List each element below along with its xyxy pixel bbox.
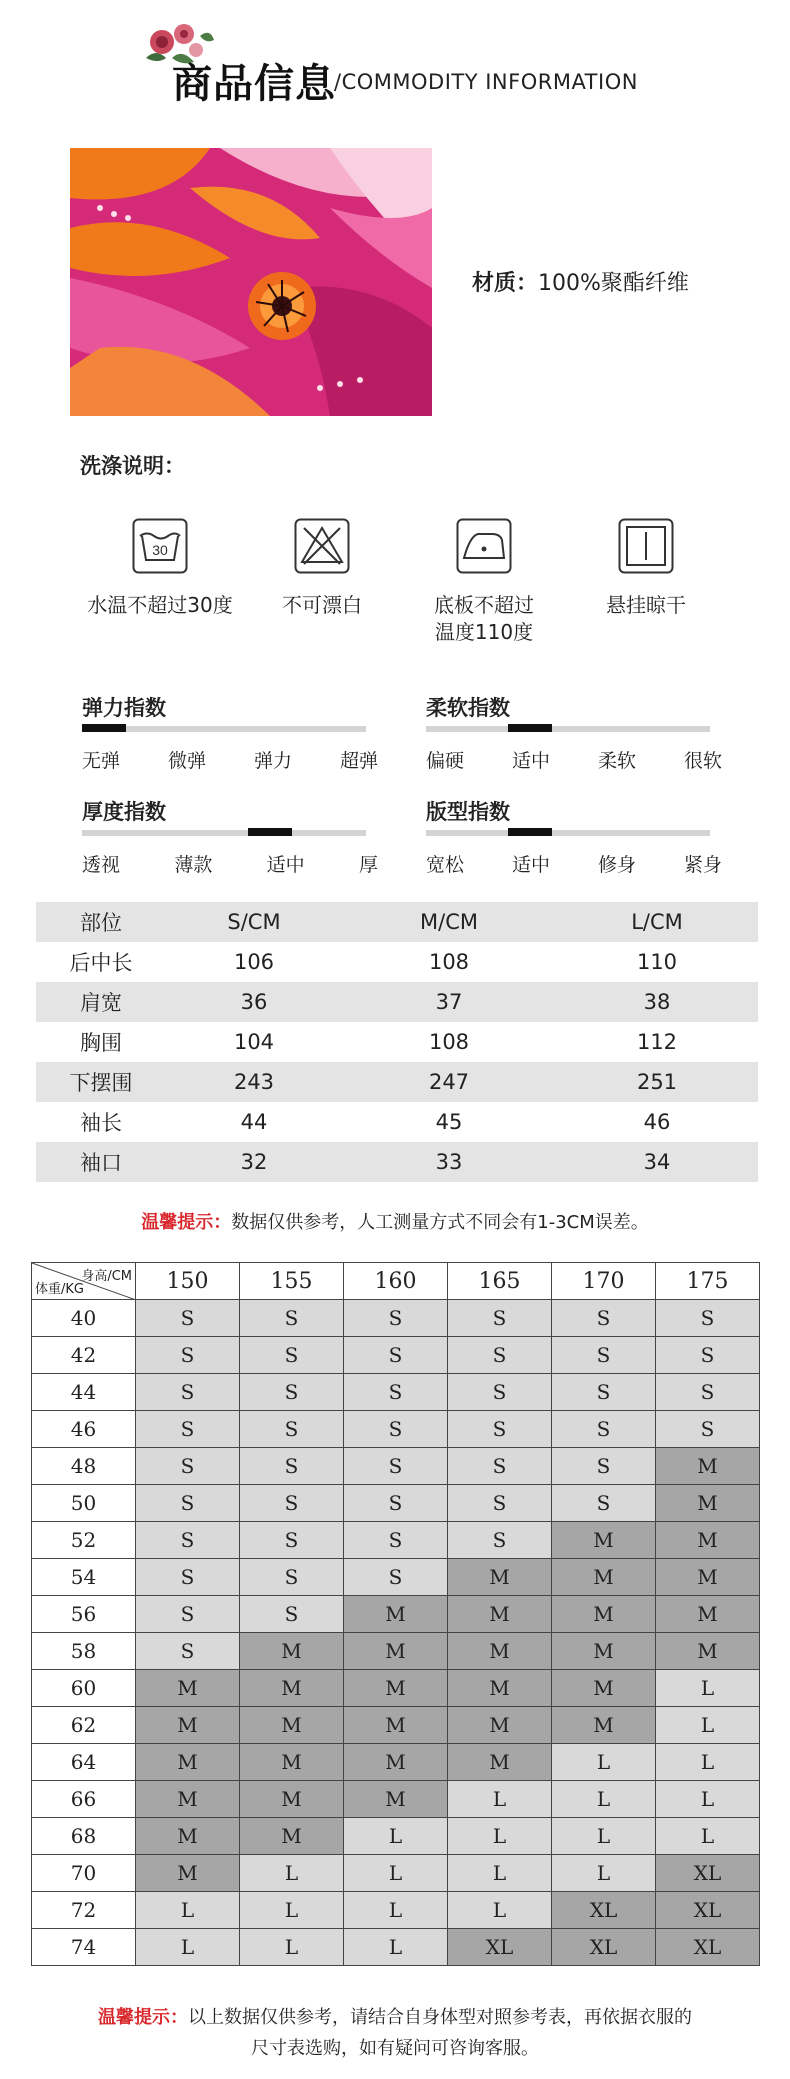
rec-row [32,1374,760,1411]
index-label: 很软 [683,750,722,772]
size-cell: S [552,1411,656,1448]
size-cell: S [552,1300,656,1337]
size-cell: M [136,1670,240,1707]
size-cell: S [344,1411,448,1448]
size-cell: S [344,1374,448,1411]
size-cell: M [344,1596,448,1633]
fit-index-bar [426,830,710,836]
index-label: 紧身 [683,854,722,876]
index-label: 适中 [266,854,305,876]
size-cell: S [136,1633,240,1670]
table-row [36,1102,758,1142]
size-cell: M [656,1522,760,1559]
size-cell: M [656,1448,760,1485]
size-cell: M [240,1781,344,1818]
table-row [36,1142,758,1182]
tip-text: 数据仅供参考，人工测量方式不同会有1-3CM误差。 [231,1212,649,1233]
fit-index-marker [508,828,552,836]
table-cell: 110 [636,950,678,974]
index-label: 柔软 [597,750,636,772]
tip-label: 温馨提示： [98,2007,188,2028]
tip-label: 温馨提示： [141,1212,232,1233]
size-cell: L [552,1744,656,1781]
size-cell: S [448,1522,552,1559]
size-cell: S [344,1448,448,1485]
svg-text:30: 30 [152,542,168,558]
weight-cell: 50 [32,1485,136,1522]
table-row [36,982,758,1022]
softness-index-title: 柔软指数 [426,696,510,720]
rec-header-row [32,1263,760,1300]
size-cell: S [344,1522,448,1559]
weight-cell: 46 [32,1411,136,1448]
size-cell: M [656,1633,760,1670]
thickness-index-marker [248,828,292,836]
size-cell: S [240,1559,344,1596]
table-cell: 33 [342,1142,556,1182]
size-cell: L [448,1781,552,1818]
size-cell: M [448,1596,552,1633]
size-cell: S [344,1337,448,1374]
rec-row [32,1633,760,1670]
size-cell: S [136,1559,240,1596]
softness-index [426,692,722,773]
index-label: 透视 [82,854,121,876]
height-header: 170 [552,1263,656,1300]
rec-row [32,1448,760,1485]
table-header-cell: 部位 [36,902,166,942]
weight-cell: 54 [32,1559,136,1596]
rec-row [32,1337,760,1374]
size-cell: M [552,1670,656,1707]
size-cell: M [136,1744,240,1781]
size-cell: L [448,1818,552,1855]
size-cell: S [656,1300,760,1337]
size-cell: M [240,1670,344,1707]
material-info [472,266,689,297]
wash-item-label: 不可漂白 [282,593,362,617]
index-label: 修身 [597,854,636,876]
size-cell: S [656,1337,760,1374]
rec-row [32,1411,760,1448]
size-cell: S [136,1374,240,1411]
size-cell: XL [656,1929,760,1966]
size-cell: M [344,1633,448,1670]
size-cell: S [240,1374,344,1411]
size-cell: M [552,1596,656,1633]
weight-cell: 42 [32,1337,136,1374]
size-cell: M [552,1633,656,1670]
table-row [36,1062,758,1102]
wash-item-label: 悬挂晾干 [606,593,686,617]
corner-weight-label: 体重/KG [35,1282,84,1297]
index-label: 弹力 [253,750,292,772]
size-cell: S [656,1374,760,1411]
size-cell: XL [552,1929,656,1966]
size-cell: M [448,1707,552,1744]
size-cell: S [552,1337,656,1374]
rec-row [32,1300,760,1337]
table-cell: 胸围 [80,1031,122,1055]
weight-cell: 68 [32,1818,136,1855]
size-cell: S [448,1337,552,1374]
size-cell: M [136,1818,240,1855]
index-label: 适中 [511,854,550,876]
height-header: 175 [656,1263,760,1300]
weight-cell: 74 [32,1929,136,1966]
size-cell: XL [448,1929,552,1966]
height-header: 150 [136,1263,240,1300]
size-cell: S [552,1374,656,1411]
size-cell: L [344,1892,448,1929]
table-cell: 袖口 [36,1142,166,1182]
wash-item-label: 底板不超过 温度110度 [434,593,534,644]
weight-cell: 56 [32,1596,136,1633]
rec-corner-cell [32,1263,136,1300]
size-cell: M [448,1559,552,1596]
size-cell: S [240,1448,344,1485]
index-label: 偏硬 [426,750,465,772]
size-cell: L [656,1818,760,1855]
index-label: 无弹 [82,750,121,772]
table-cell: 104 [233,1030,275,1054]
index-label: 适中 [511,750,550,772]
table-cell: 106 [233,950,275,974]
size-cell: M [240,1633,344,1670]
size-cell: M [136,1781,240,1818]
rec-row [32,1892,760,1929]
size-cell: S [240,1522,344,1559]
weight-cell: 70 [32,1855,136,1892]
table-row [36,942,758,982]
table-header-cell: M/CM [342,902,556,942]
weight-cell: 44 [32,1374,136,1411]
softness-index-bar [426,726,710,732]
rec-row [32,1485,760,1522]
size-cell: L [552,1818,656,1855]
table-cell: 后中长 [69,951,133,975]
page-subtitle: /COMMODITY INFORMATION [334,70,638,94]
rec-row [32,1670,760,1707]
index-label: 超弹 [339,750,378,772]
size-cell: S [344,1300,448,1337]
weight-cell: 62 [32,1707,136,1744]
table-cell: 肩宽 [36,982,166,1022]
size-cell: S [136,1448,240,1485]
size-cell: S [552,1448,656,1485]
size-cell: S [448,1485,552,1522]
size-cell: S [448,1411,552,1448]
weight-cell: 52 [32,1522,136,1559]
size-cell: M [448,1744,552,1781]
size-cell: L [240,1855,344,1892]
table-header-cell: L/CM [556,902,758,942]
table-cell: 44 [240,1110,268,1134]
table-cell: 243 [166,1062,342,1102]
purchase-tip [0,2002,790,2064]
size-cell: L [552,1781,656,1818]
weight-cell: 58 [32,1633,136,1670]
corner-height-label: 身高/CM [81,1269,132,1284]
weight-cell: 40 [32,1300,136,1337]
size-cell: S [136,1337,240,1374]
size-cell: L [656,1744,760,1781]
section-header [0,0,790,110]
table-cell: 108 [428,1030,470,1054]
size-cell: S [136,1596,240,1633]
table-cell: 251 [556,1062,758,1102]
height-header: 160 [344,1263,448,1300]
size-cell: M [344,1781,448,1818]
size-cell: S [344,1485,448,1522]
table-cell: 32 [166,1142,342,1182]
fabric-swatch-image [70,148,432,416]
size-cell: S [136,1300,240,1337]
weight-cell: 72 [32,1892,136,1929]
size-cell: M [344,1670,448,1707]
rec-row [32,1596,760,1633]
table-cell: 下摆围 [36,1062,166,1102]
elastic-index [82,692,378,773]
size-cell: XL [656,1892,760,1929]
material-label: 材质： [472,271,539,296]
size-cell: L [552,1855,656,1892]
size-cell: M [656,1596,760,1633]
size-cell: S [240,1337,344,1374]
size-cell: S [240,1485,344,1522]
size-cell: S [136,1485,240,1522]
size-cell: M [552,1707,656,1744]
size-cell: M [240,1818,344,1855]
size-cell: M [344,1707,448,1744]
size-cell: S [240,1411,344,1448]
size-cell: L [344,1855,448,1892]
softness-index-marker [508,724,552,732]
size-cell: S [552,1485,656,1522]
rec-row [32,1929,760,1966]
weight-cell: 60 [32,1670,136,1707]
index-label: 微弹 [167,750,206,772]
rec-row [32,1707,760,1744]
table-header-cell: S/CM [166,902,342,942]
size-cell: L [656,1781,760,1818]
material-value: 100%聚酯纤维 [538,271,689,296]
size-cell: S [656,1411,760,1448]
table-cell: 34 [556,1142,758,1182]
size-cell: M [136,1855,240,1892]
fit-index-title: 版型指数 [426,800,510,824]
size-table-header [36,902,758,942]
size-table [36,902,758,1182]
size-cell: L [656,1707,760,1744]
size-cell: S [448,1300,552,1337]
elastic-index-marker [82,724,126,732]
index-label: 薄款 [174,854,213,876]
iron-110-icon [456,518,512,574]
size-cell: M [656,1485,760,1522]
size-cell: M [136,1707,240,1744]
size-cell: S [344,1559,448,1596]
size-cell: L [136,1929,240,1966]
size-cell: M [448,1670,552,1707]
thickness-index-bar [82,830,366,836]
table-cell: 108 [428,950,470,974]
size-cell: M [344,1744,448,1781]
size-cell: XL [552,1892,656,1929]
size-cell: S [448,1448,552,1485]
table-cell: 37 [342,982,556,1022]
rec-row [32,1855,760,1892]
height-header: 165 [448,1263,552,1300]
size-cell: L [240,1892,344,1929]
table-cell: 247 [342,1062,556,1102]
size-cell: S [136,1522,240,1559]
size-cell: S [240,1596,344,1633]
measurement-tip [0,1208,790,1234]
size-cell: L [448,1855,552,1892]
size-cell: S [448,1374,552,1411]
size-cell: M [552,1522,656,1559]
rec-row [32,1781,760,1818]
size-cell: S [136,1411,240,1448]
weight-cell: 66 [32,1781,136,1818]
table-cell: 36 [166,982,342,1022]
index-label: 厚 [358,854,378,876]
size-cell: L [344,1929,448,1966]
fit-index [426,796,722,877]
size-cell: M [552,1559,656,1596]
size-recommendation-table [31,1262,760,1966]
thickness-index-title: 厚度指数 [82,800,166,824]
size-cell: M [240,1744,344,1781]
wash-section-title: 洗涤说明： [80,454,185,478]
size-cell: L [344,1818,448,1855]
size-cell: XL [656,1855,760,1892]
size-cell: M [656,1559,760,1596]
table-cell: 112 [636,1030,678,1054]
table-cell: 46 [643,1110,671,1134]
size-cell: L [656,1670,760,1707]
size-cell: S [240,1300,344,1337]
index-label: 宽松 [426,854,465,876]
weight-cell: 48 [32,1448,136,1485]
table-cell: 袖长 [80,1111,122,1135]
size-cell: M [240,1707,344,1744]
no-bleach-icon [294,518,350,574]
size-cell: L [240,1929,344,1966]
rec-row [32,1522,760,1559]
wash-30-icon [132,518,188,574]
size-cell: M [448,1633,552,1670]
size-cell: L [448,1892,552,1929]
tip-text-line1: 以上数据仅供参考，请结合自身体型对照参考表，再依据衣服的 [188,2007,692,2028]
hang-dry-icon [618,518,674,574]
wash-item-hang-dry [546,518,746,619]
table-row [36,1022,758,1062]
table-cell: 45 [435,1110,463,1134]
height-header: 155 [240,1263,344,1300]
rec-row [32,1818,760,1855]
table-cell: 38 [556,982,758,1022]
page-title: 商品信息 [172,61,336,107]
rec-row [32,1559,760,1596]
elastic-index-title: 弹力指数 [82,696,166,720]
rec-row [32,1744,760,1781]
tip-text-line2: 尺寸表选购，如有疑问可咨询客服。 [251,2038,539,2059]
size-cell: L [136,1892,240,1929]
weight-cell: 64 [32,1744,136,1781]
elastic-index-bar [82,726,366,732]
thickness-index [82,796,378,877]
wash-item-label: 水温不超过30度 [87,593,233,617]
